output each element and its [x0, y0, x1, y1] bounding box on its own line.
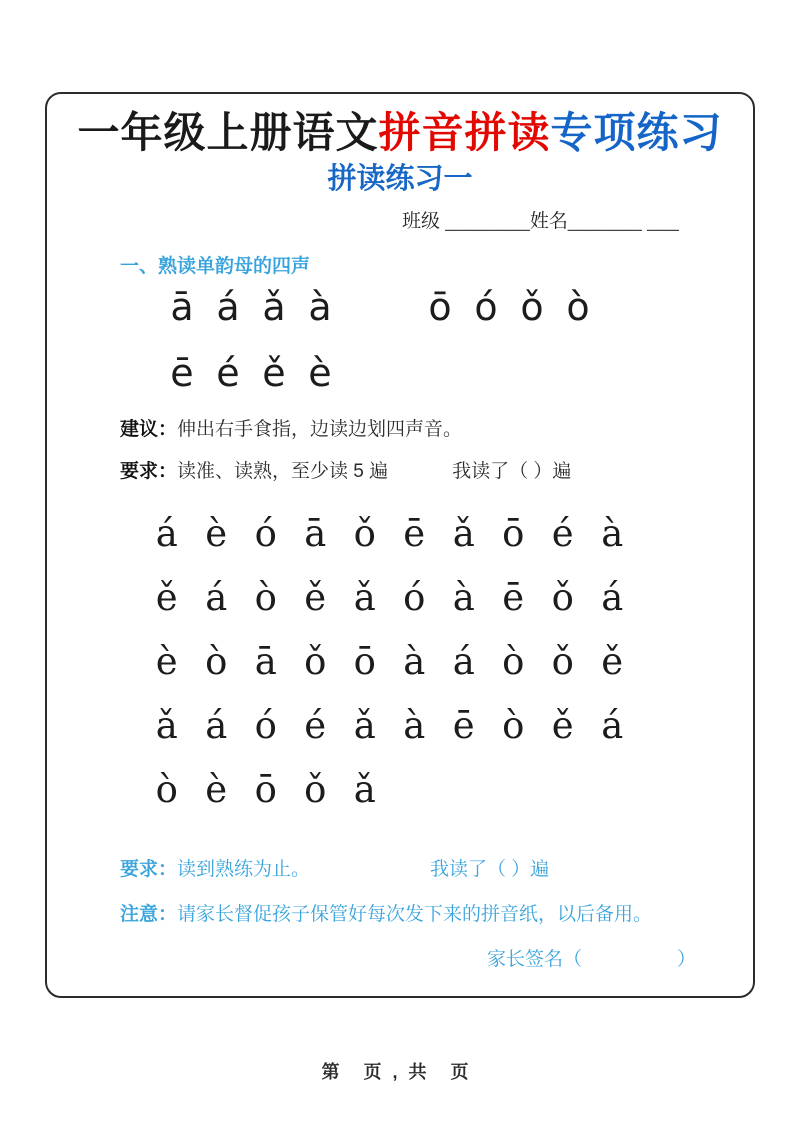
name-blank-field: _______ [567, 211, 642, 232]
notice-line [120, 899, 652, 926]
pinyin-letter: ǒ [353, 512, 376, 556]
vowel-letter: è [308, 351, 332, 395]
requirement-line-2 [120, 854, 549, 881]
vowel-tone-row-1 [159, 284, 601, 332]
pinyin-letter: à [601, 512, 624, 556]
pinyin-letter: à [403, 704, 426, 748]
section-one-heading: 一、熟读单韵母的四声 [120, 256, 311, 277]
pinyin-letter: ò [254, 576, 277, 620]
pinyin-letter: à [403, 640, 426, 684]
name-label: 姓名 [529, 211, 568, 232]
notice-label: 注意： [120, 904, 178, 925]
pinyin-letter: ó [254, 512, 277, 556]
pinyin-grid-row [142, 748, 652, 812]
pinyin-letter: ě [601, 640, 624, 684]
pinyin-letter: ǎ [353, 576, 376, 620]
pinyin-practice-grid [142, 492, 652, 812]
pinyin-grid-row [142, 492, 652, 556]
notice-text: 请家长督促孩子保管好每次发下来的拼音纸，以后备用。 [177, 904, 653, 925]
vowel-letter: ā [170, 285, 194, 329]
pinyin-letter: é [304, 704, 327, 748]
parent-signature-line: 家长签名（ ） [487, 949, 697, 970]
pinyin-grid-row [142, 684, 652, 748]
pinyin-letter: è [155, 640, 178, 684]
pinyin-letter: ó [254, 704, 277, 748]
title-type-part: 专项练习 [550, 111, 723, 157]
vowel-group-o [417, 284, 601, 332]
pinyin-letter: ò [502, 640, 525, 684]
pinyin-letter: ē [403, 512, 426, 556]
title-course-part: 一年级上册语文 [77, 111, 379, 157]
read-count-blank-2: 我读了（ ）遍 [430, 859, 550, 880]
requirement2-label: 要求： [120, 859, 178, 880]
pinyin-letter: ě [155, 576, 178, 620]
pinyin-letter: ǎ [155, 704, 178, 748]
suggestion-text: 伸出右手食指，边读边划四声音。 [177, 419, 463, 440]
pinyin-letter: ē [502, 576, 525, 620]
vowel-letter: ē [170, 351, 194, 395]
pinyin-letter: ò [502, 704, 525, 748]
suggestion-label: 建议： [120, 419, 178, 440]
pinyin-letter: ǎ [353, 768, 376, 812]
pinyin-letter: ā [254, 640, 277, 684]
pinyin-letter: ò [205, 640, 228, 684]
page-number-footer: 第 页 , 共 页 [321, 1062, 472, 1082]
read-count-blank-1: 我读了（ ）遍 [452, 461, 572, 482]
pinyin-letter: ǒ [304, 768, 327, 812]
vowel-group-e [159, 350, 343, 398]
class-name-line [402, 206, 679, 233]
pinyin-letter: á [452, 640, 475, 684]
worksheet-page-border [45, 92, 755, 998]
vowel-letter: ǒ [520, 285, 544, 329]
vowel-letter: ō [428, 285, 452, 329]
class-label: 班级 [402, 211, 441, 232]
vowel-letter: ò [566, 285, 590, 329]
pinyin-letter: ǎ [452, 512, 475, 556]
extra-blank-field: ___ [647, 211, 679, 232]
pinyin-letter: à [452, 576, 475, 620]
pinyin-grid-row [142, 556, 652, 620]
pinyin-letter: á [601, 576, 624, 620]
pinyin-letter: á [205, 704, 228, 748]
pinyin-letter: ò [155, 768, 178, 812]
pinyin-letter: ō [254, 768, 277, 812]
requirement2-text: 读到熟练为止。 [177, 859, 311, 880]
pinyin-letter: ó [403, 576, 426, 620]
vowel-letter: ó [474, 285, 498, 329]
vowel-group-a [159, 284, 343, 332]
title-topic-part: 拼音拼读 [378, 111, 551, 157]
requirement1-text: 读准、读熟，至少读 5 遍 [177, 461, 389, 482]
suggestion-line [120, 414, 462, 441]
vowel-letter: à [308, 285, 332, 329]
pinyin-letter: è [205, 768, 228, 812]
requirement-line-1 [120, 456, 571, 483]
pinyin-letter: ě [304, 576, 327, 620]
vowel-letter: á [216, 285, 240, 329]
pinyin-grid-row [142, 620, 652, 684]
vowel-letter: é [216, 351, 240, 395]
pinyin-letter: ǒ [304, 640, 327, 684]
pinyin-letter: ō [502, 512, 525, 556]
pinyin-letter: ǒ [551, 640, 574, 684]
exercise-subtitle: 拼读练习一 [327, 163, 473, 195]
requirement1-label: 要求： [120, 461, 178, 482]
vowel-letter: ǎ [262, 285, 286, 329]
pinyin-letter: ě [551, 704, 574, 748]
pinyin-letter: ā [304, 512, 327, 556]
pinyin-letter: è [205, 512, 228, 556]
vowel-tone-row-2 [159, 350, 343, 398]
pinyin-letter: á [601, 704, 624, 748]
pinyin-letter: á [155, 512, 178, 556]
pinyin-letter: á [205, 576, 228, 620]
class-blank-field: ________ [445, 211, 530, 232]
page-title [47, 100, 753, 160]
pinyin-letter: ǎ [353, 704, 376, 748]
vowel-letter: ě [262, 351, 286, 395]
pinyin-letter: é [551, 512, 574, 556]
pinyin-letter: ē [452, 704, 475, 748]
pinyin-letter: ō [353, 640, 376, 684]
pinyin-letter: ǒ [551, 576, 574, 620]
